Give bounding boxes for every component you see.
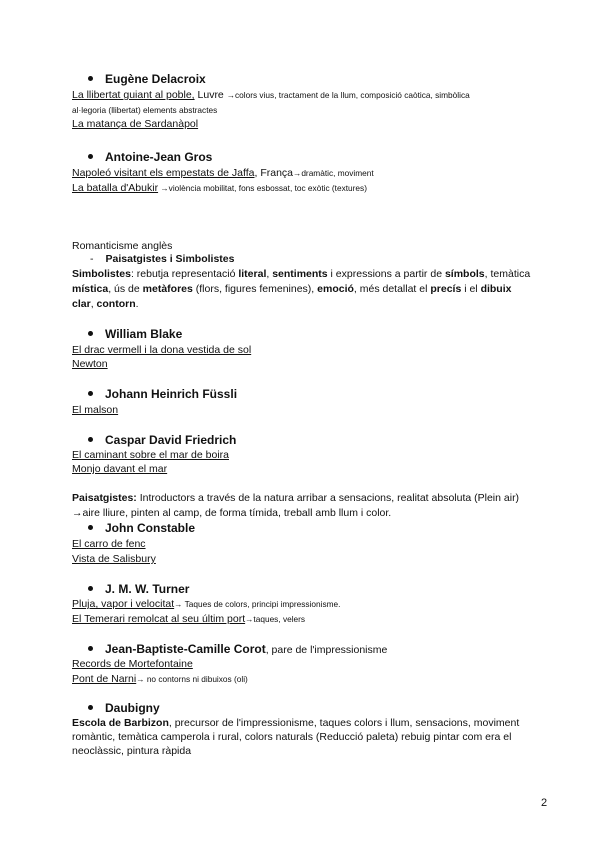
- corot-work1: Records de Mortefontaine: [72, 658, 193, 670]
- artwork-title: Napoleó visitant els empestats de Jaffa: [72, 167, 255, 179]
- heading-corot: Jean-Baptiste-Camille Corot, pare de l'impressionisme: [88, 642, 387, 656]
- artwork-title: El Temerari remolcat al seu últim port: [72, 613, 246, 625]
- heading-fussli: Johann Heinrich Füssli: [88, 387, 237, 401]
- bullet-icon: [88, 391, 93, 396]
- section-heading-english: Romanticisme anglès: [72, 240, 173, 252]
- delacroix-work1: [72, 89, 470, 102]
- heading-friedrich: Caspar David Friedrich: [88, 433, 236, 447]
- bullet-icon: [88, 586, 93, 591]
- artwork-title: Pont de Narni: [72, 673, 137, 685]
- delacroix-work2: La matança de Sardanàpol: [72, 118, 199, 130]
- bullet-icon: [88, 437, 93, 442]
- paisatgistes-line2: →aire lliure, pinten al camp, de forma tímida, treball amb llum i color.: [72, 507, 392, 519]
- artwork-notes: →dramàtic, moviment: [293, 168, 374, 178]
- bullet-icon: [88, 154, 93, 159]
- turner-work2: [72, 613, 305, 626]
- constable-work2: Vista de Salisbury: [72, 553, 156, 565]
- bullet-icon: [88, 705, 93, 710]
- artwork-notes: → no contorns ni dibuixos (oli): [136, 674, 248, 684]
- bullet-icon: [88, 525, 93, 530]
- heading-blake: William Blake: [88, 327, 182, 341]
- constable-work1: El carro de fenc: [72, 538, 146, 550]
- dash-item: - Paisatgistes i Simbolistes: [90, 253, 235, 265]
- artwork-notes: → Taques de colors, principi impressionisme.: [174, 599, 341, 609]
- artwork-notes: →colors vius, tractament de la llum, composició caòtica, simbòlica: [226, 90, 470, 100]
- artwork-notes: →violència mobilitat, fons esbossat, toc exòtic (textures): [158, 183, 367, 193]
- delacroix-work1-notes-cont: al·legoria (llibertat) elements abstractes: [72, 105, 218, 115]
- heading-daubigny: Daubigny: [88, 701, 160, 715]
- blake-work1: El drac vermell i la dona vestida de sol: [72, 344, 252, 356]
- friedrich-work2: Monjo davant el mar: [72, 463, 168, 475]
- fussli-work1: El malson: [72, 404, 119, 416]
- turner-work1: [72, 598, 340, 611]
- artwork-place: , França: [254, 167, 294, 179]
- paisatgistes-line1: Paisatgistes: Introductors a través de la natura arribar a sensacions, realitat absoluta (Plein air): [72, 492, 520, 504]
- gros-work2: [72, 182, 367, 195]
- heading-delacroix: Eugène Delacroix: [88, 72, 206, 86]
- friedrich-work1: El caminant sobre el mar de boira: [72, 449, 229, 461]
- bullet-icon: [88, 646, 93, 651]
- artwork-title: La llibertat guiant al poble,: [72, 89, 195, 101]
- simbolistes-paragraph: Simbolistes: rebutja representació literal, sentiments i expressions a partir de símbols, temàtica mística, ús de metàfores (flors, figures femenines), emoció, més detallat el precís i el dibuix clar, contorn.: [72, 268, 531, 310]
- daubigny-line2: romàntic, temàtica camperola i rural, colors naturals (Reducció paleta) rebuig pintar com era el: [72, 731, 512, 743]
- bullet-icon: [88, 331, 93, 336]
- artwork-place: Luvre: [194, 89, 227, 101]
- page-number: 2: [541, 797, 548, 809]
- blake-work2: Newton: [72, 358, 108, 370]
- daubigny-line3: neoclàssic, pintura ràpida: [72, 745, 192, 757]
- heading-turner: J. M. W. Turner: [88, 582, 189, 596]
- bullet-icon: [88, 76, 93, 81]
- gros-work1: [72, 167, 374, 180]
- artwork-notes: →taques, velers: [245, 614, 306, 624]
- artwork-title: La batalla d'Abukir: [72, 182, 159, 194]
- artwork-title: Pluja, vapor i velocitat: [72, 598, 175, 610]
- heading-gros: Antoine-Jean Gros: [88, 150, 212, 164]
- corot-work2: [72, 673, 248, 686]
- daubigny-line1: Escola de Barbizon, precursor de l'impressionisme, taques colors i llum, sensacions, moviment: [72, 717, 520, 729]
- heading-suffix: , pare de l'impressionisme: [265, 644, 388, 656]
- heading-constable: John Constable: [88, 521, 195, 535]
